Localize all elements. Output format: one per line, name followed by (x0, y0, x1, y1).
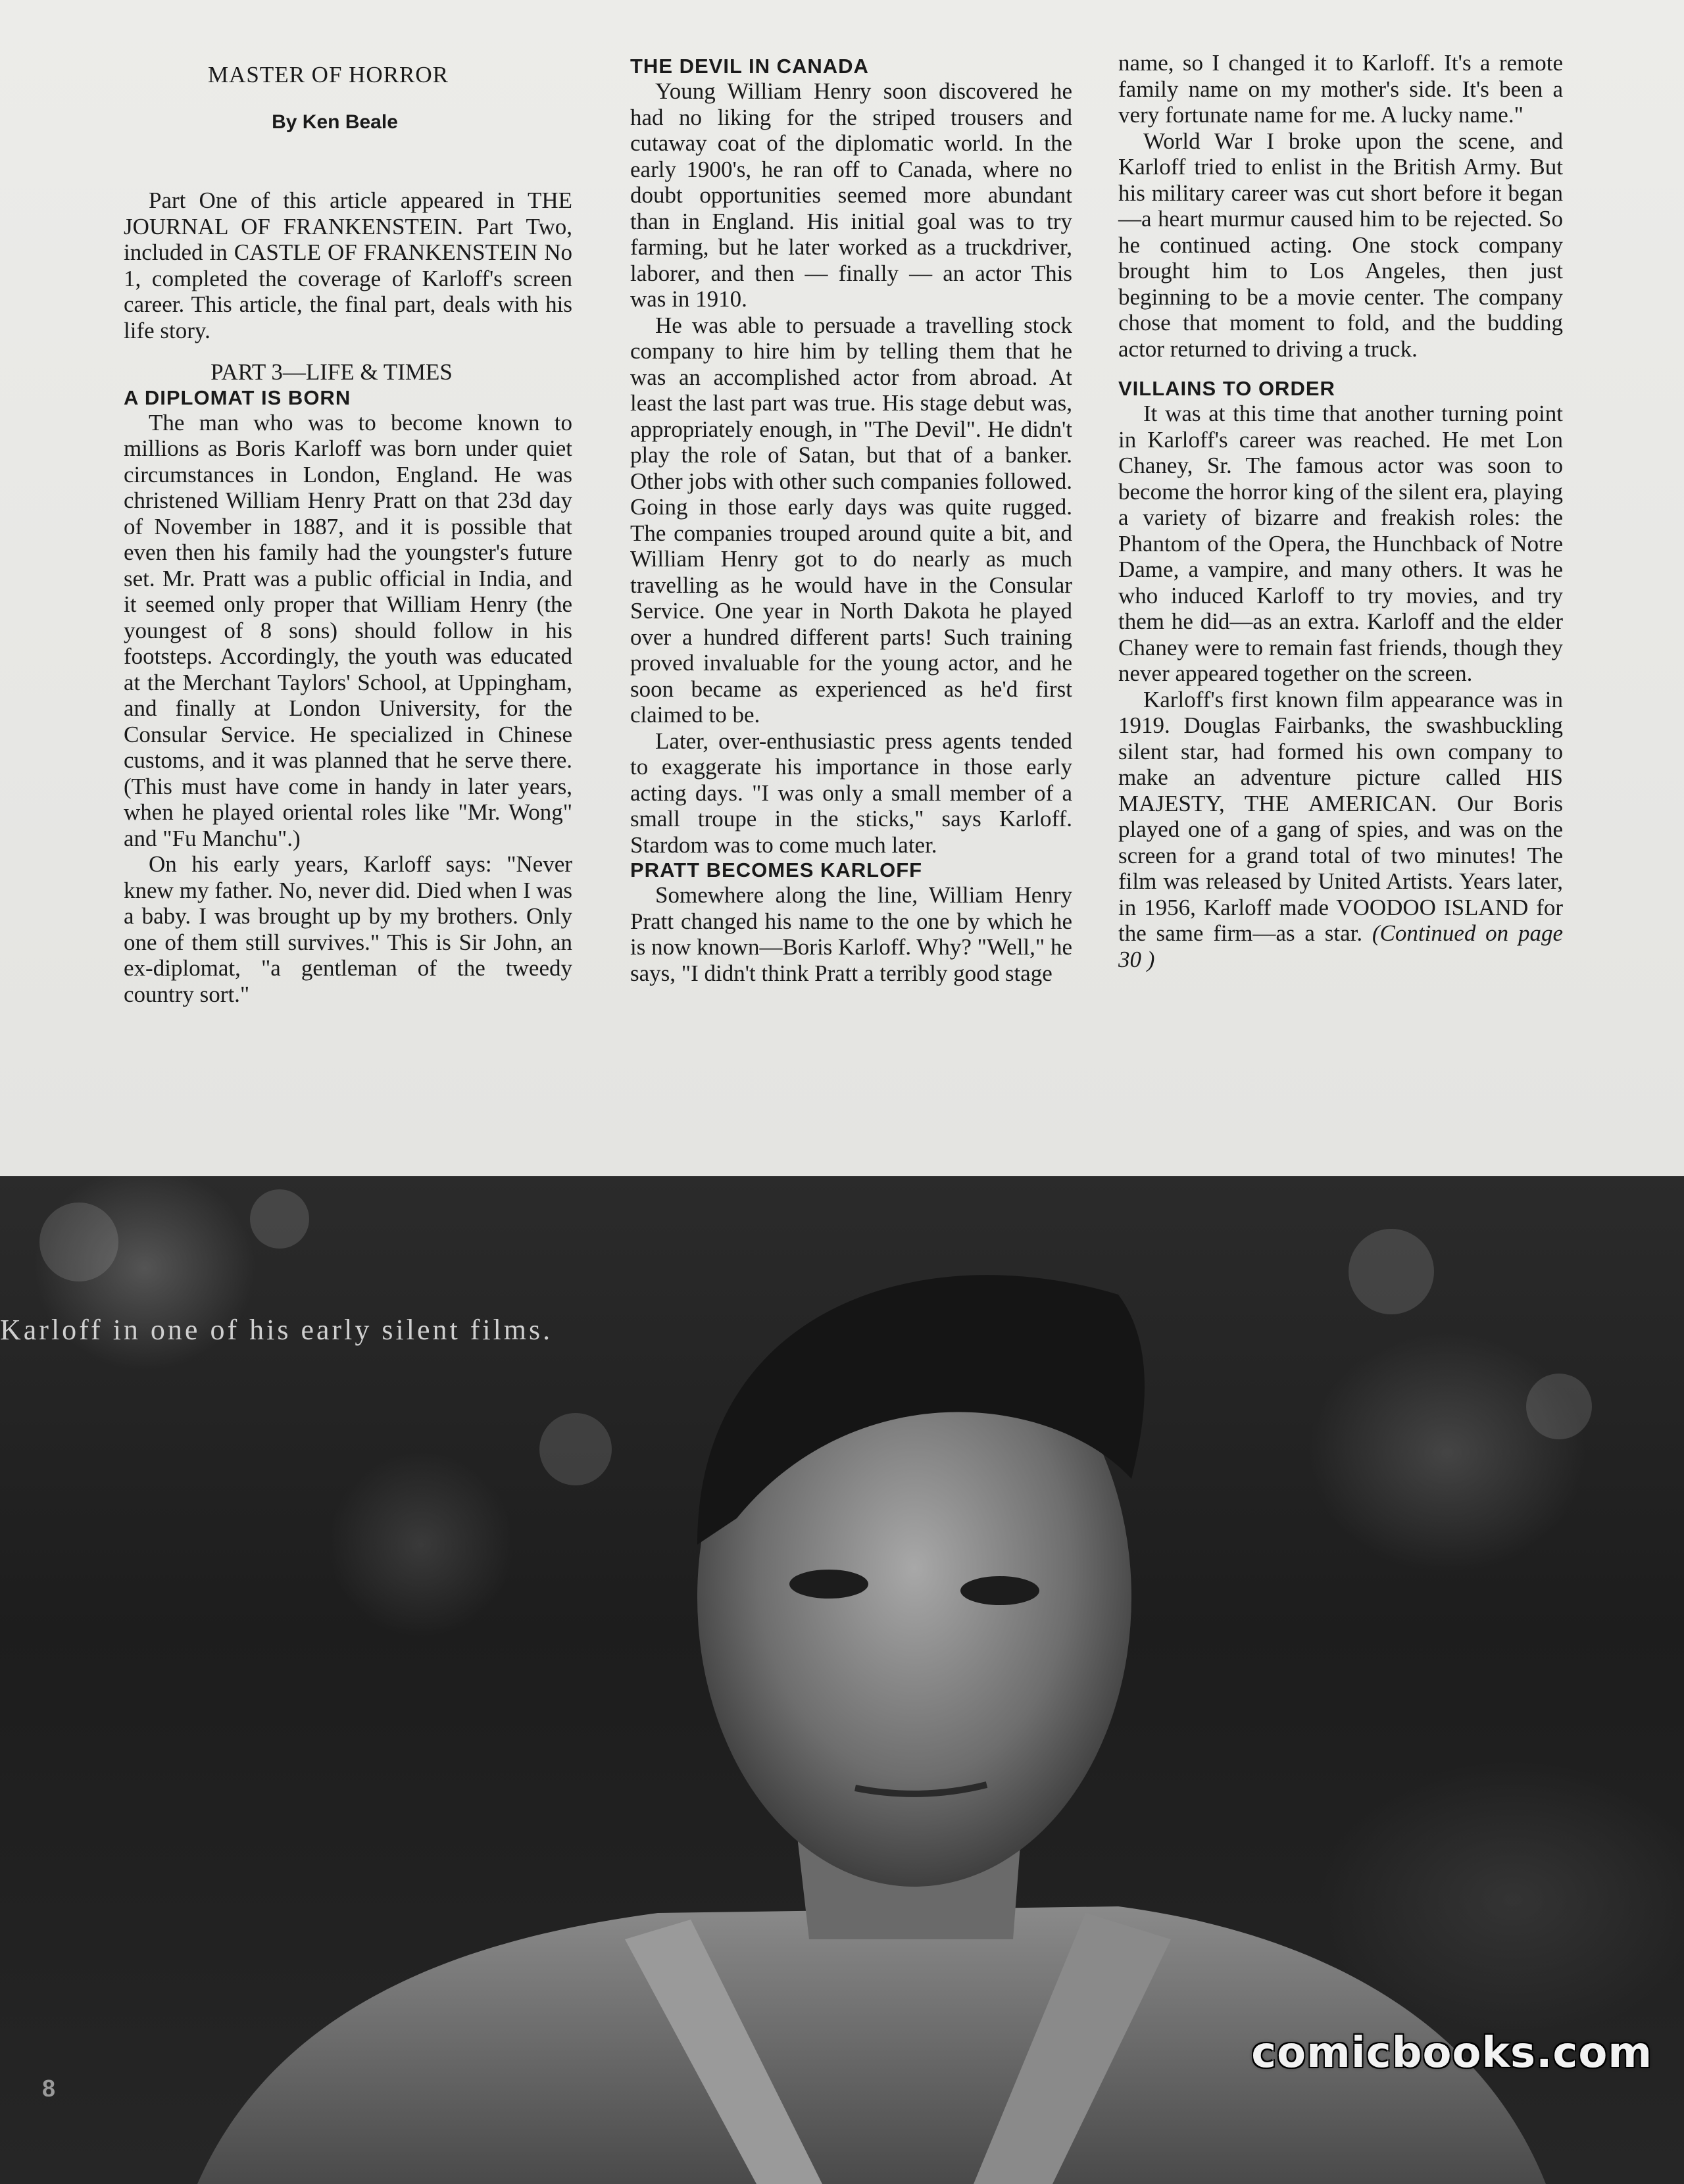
page-number: 8 (42, 2075, 56, 2102)
article-title: MASTER OF HORROR (207, 62, 449, 87)
continued-note: (Continued on page 30 ) (1118, 920, 1563, 972)
watermark-logo: comicbooks.com (1251, 2029, 1652, 2077)
paragraph: On his early years, Karloff says: "Never knew my father. No, never did. Died when I was a baby. I was brought up by my brothers. Only one of them still survives." This is Sir John, an ex-diplomat, "a gentleman of the tweedy country sort." (124, 851, 572, 1007)
paragraph-text: Karloff's first known film appearance was in 1919. Douglas Fairbanks, the swashbuckling silent star, had formed his own company to make an adventure picture called HIS MAJESTY, THE AMERICAN. Our Boris played one of a gang of spies, and was on the screen for a grand total of two minutes! The film was released by United Artists. Years later, in 1956, Karloff made VOODOO ISLAND for the same firm—as a star. (1118, 686, 1563, 946)
section-heading-diplomat: A DIPLOMAT IS BORN (124, 385, 351, 409)
karloff-photo (0, 1176, 1684, 2184)
paragraph: The man who was to become known to millions as Boris Karloff was born under quiet circumstances in London, England. He was christened William Henry Pratt on that 23d day of November in 1887, and it is possible that even then his family had the youngster's future set. Mr. Pratt was a public official in India, and it seemed only proper that William Henry (the youngest of 8 sons) should follow in his footsteps. Accordingly, the youth was educated at the Merchant Taylors' School, at Uppingham, and finally at London University, for the Consular Service. He specialized in Chinese customs, and it was planned that he serve there. (This must have come in handy in later years, when he played oriental roles like "Mr. Wong" and "Fu Manchu".) (124, 409, 572, 851)
column-2 (630, 54, 1072, 986)
paragraph (1118, 687, 1563, 973)
paragraph: It was at this time that another turning point in Karloff's career was reached. He met Lon Chaney, Sr. The famous actor was soon to become the horror king of the silent era, playing a variety of bizarre and freakish roles: the Phantom of the Opera, the Hunchback of Notre Dame, a vampire, and many others. It was he who induced Karloff to try movies, and try them he did—as an extra. Karloff and the elder Chaney were to remain fast friends, though they never appeared together on the screen. (1118, 401, 1563, 686)
section-heading-pratt: PRATT BECOMES KARLOFF (630, 858, 923, 881)
photo-caption: Karloff in one of his early silent films. (0, 1314, 553, 1346)
paragraph: World War I broke upon the scene, and Karloff tried to enlist in the British Army. But his military career was cut short before it began—a heart murmur caused him to be rejected. So he continued acting. One stock company brought him to Los Angeles, then just beginning to be a movie center. The company chose that moment to fold, and the budding actor returned to driving a truck. (1118, 128, 1563, 362)
column-3 (1118, 50, 1563, 972)
byline: By Ken Beale (272, 111, 398, 133)
intro-paragraph: Part One of this article appeared in THE JOURNAL OF FRANKENSTEIN. Part Two, included in CASTLE OF FRANKENSTEIN No 1, completed the coverage of Karloff's screen career. This article, the final part, deals with his life story. (124, 187, 572, 343)
column-1 (124, 53, 572, 1007)
paragraph-continued: name, so I changed it to Karloff. It's a remote family name on my mother's side. It's been a very fortunate name for me. A lucky name." (1118, 50, 1563, 128)
section-heading-canada: THE DEVIL IN CANADA (630, 55, 869, 78)
section-heading-villains: VILLAINS TO ORDER (1118, 377, 1335, 400)
paragraph: He was able to persuade a travelling stock company to hire him by telling them that he was an accomplished actor from abroad. At least the last part was true. His stage debut was, appropriately enough, in "The Devil". He didn't play the role of Satan, but that of a banker. Other jobs with other such companies followed. Going in those early days was quite rugged. The companies trouped around quite a bit, and William Henry got to do nearly as much travelling as he would have in the Consular Service. One year in North Dakota he played over a hundred different parts! Such training proved invaluable for the young actor, and he soon became as experienced as he'd first claimed to be. (630, 312, 1072, 728)
paragraph: Young William Henry soon discovered he had no liking for the striped trousers and cutaway coat of the diplomatic world. In the early 1900's, he ran off to Canada, where no doubt opportunities seemed more abundant than in England. His initial goal was to try farming, but he later worked as a truckdriver, laborer, and then — finally — an actor This was in 1910. (630, 78, 1072, 312)
part-heading: PART 3—LIFE & TIMES (210, 359, 453, 385)
paragraph: Later, over-enthusiastic press agents tended to exaggerate his importance in those early acting days. "I was only a small member of a small troupe in the sticks," says Karloff. Stardom was to come much later. (630, 728, 1072, 858)
paragraph-split: Somewhere along the line, William Henry Pratt changed his name to the one by which he is now known—Boris Karloff. Why? "Well," he says, "I didn't think Pratt a terribly good stage (630, 882, 1072, 986)
